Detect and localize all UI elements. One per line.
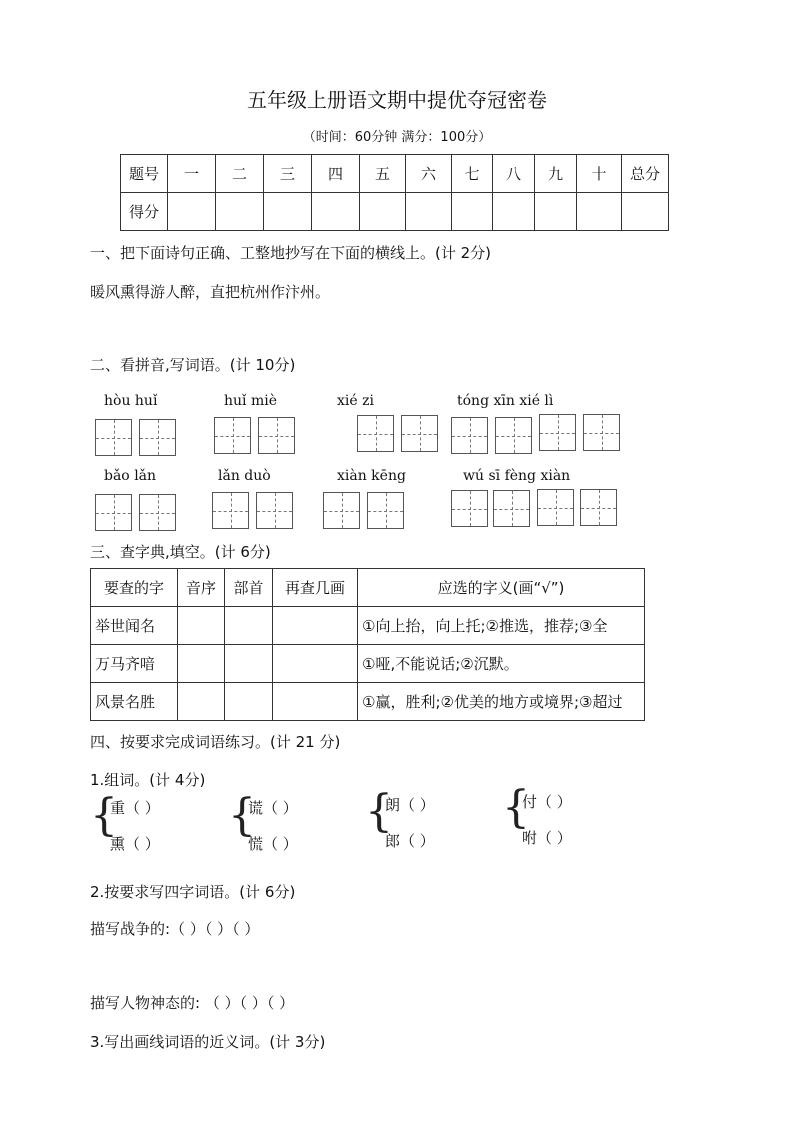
writing-grid-box[interactable] xyxy=(493,490,530,527)
pinyin-houhui: hòu huǐ xyxy=(104,393,158,409)
score-header-cell: 总分 xyxy=(622,155,669,193)
writing-grid-box[interactable] xyxy=(539,414,576,451)
writing-grid-box[interactable] xyxy=(95,419,132,456)
dict-answer-cell[interactable] xyxy=(273,683,358,721)
score-cell[interactable] xyxy=(312,193,360,231)
dict-answer-cell[interactable] xyxy=(178,645,225,683)
score-cell[interactable] xyxy=(264,193,312,231)
group-word: 熏（ ） xyxy=(110,835,160,853)
brace-icon: { xyxy=(365,786,393,837)
score-cell[interactable] xyxy=(452,193,493,231)
writing-grid-box[interactable] xyxy=(580,489,617,526)
writing-grid-box[interactable] xyxy=(212,492,249,529)
score-table xyxy=(120,154,669,231)
q1-heading: 1.组词。(计 4分) xyxy=(90,771,206,789)
score-cell[interactable] xyxy=(493,193,535,231)
pinyin-xiezi: xié zi xyxy=(337,393,374,409)
section4-heading: 四、按要求完成词语练习。(计 21 分) xyxy=(90,733,341,751)
score-header-cell: 题号 xyxy=(121,155,168,193)
dict-meaning: ①哑,不能说话;②沉默。 xyxy=(358,645,645,683)
writing-grid-box[interactable] xyxy=(451,417,488,454)
brace-icon: { xyxy=(90,790,118,841)
score-cell[interactable] xyxy=(168,193,216,231)
dict-header-cell: 再查几画 xyxy=(273,569,358,607)
score-header-cell: 十 xyxy=(577,155,622,193)
writing-grid-box[interactable] xyxy=(367,492,404,529)
group-word: 朗（ ） xyxy=(385,796,435,814)
score-cell[interactable] xyxy=(216,193,264,231)
dict-word: 风景名胜 xyxy=(91,683,178,721)
dict-row xyxy=(91,683,645,721)
score-header-cell: 三 xyxy=(264,155,312,193)
score-header-cell: 五 xyxy=(360,155,406,193)
writing-grid-box[interactable] xyxy=(401,415,438,452)
q2-heading: 2.按要求写四字词语。(计 6分) xyxy=(90,883,296,901)
section1-heading: 一、把下面诗句正确、工整地抄写在下面的横线上。(计 2分) xyxy=(90,244,492,262)
writing-grid-box[interactable] xyxy=(583,414,620,451)
score-header-cell: 二 xyxy=(216,155,264,193)
pinyin-xiankeng: xiàn kēng xyxy=(337,468,406,484)
score-row-label: 得分 xyxy=(121,193,168,231)
q3-heading: 3.写出画线词语的近义词。(计 3分) xyxy=(90,1033,326,1051)
brace-icon: { xyxy=(228,790,256,841)
page-title: 五年级上册语文期中提优夺冠密卷 xyxy=(247,88,547,112)
q2-expression-line: 描写人物神态的: （ ）（ ）（ ） xyxy=(90,994,295,1012)
poem-line: 暖风熏得游人醉，直把杭州作汴州。 xyxy=(90,283,331,301)
score-header-cell: 四 xyxy=(312,155,360,193)
pinyin-lanuo: lǎn duò xyxy=(218,468,271,484)
group-word: 谎（ ） xyxy=(248,799,298,817)
brace-icon: { xyxy=(502,782,530,833)
dict-header-cell: 应选的字义(画“√”) xyxy=(358,569,645,607)
score-cell[interactable] xyxy=(577,193,622,231)
dict-header-cell: 音序 xyxy=(178,569,225,607)
dict-answer-cell[interactable] xyxy=(273,645,358,683)
writing-grid-box[interactable] xyxy=(258,417,295,454)
dict-meaning: ①赢，胜利;②优美的地方或境界;③超过 xyxy=(358,683,645,721)
score-header-cell: 一 xyxy=(168,155,216,193)
dictionary-table xyxy=(90,568,645,721)
section3-heading: 三、查字典,填空。(计 6分) xyxy=(90,543,271,561)
group-word: 咐（ ） xyxy=(522,829,572,847)
score-header-cell: 六 xyxy=(406,155,452,193)
dict-answer-cell[interactable] xyxy=(225,607,273,645)
score-cell[interactable] xyxy=(622,193,669,231)
exam-time-score: （时间：60分钟 满分：100分） xyxy=(302,130,492,145)
q2-war-line: 描写战争的:（ ）（ ）（ ） xyxy=(90,920,260,938)
dict-header-cell: 要查的字 xyxy=(91,569,178,607)
writing-grid-box[interactable] xyxy=(495,417,532,454)
writing-grid-box[interactable] xyxy=(451,490,488,527)
writing-grid-box[interactable] xyxy=(357,415,394,452)
pinyin-baolan: bǎo lǎn xyxy=(104,468,157,484)
group-word: 郎（ ） xyxy=(385,832,435,850)
score-cell[interactable] xyxy=(360,193,406,231)
dict-header-row xyxy=(91,569,645,607)
dict-row xyxy=(91,645,645,683)
group-word: 重（ ） xyxy=(110,799,160,817)
dict-answer-cell[interactable] xyxy=(225,683,273,721)
dict-answer-cell[interactable] xyxy=(178,607,225,645)
pinyin-wusifengxian: wú sī fèng xiàn xyxy=(463,468,571,484)
writing-grid-box[interactable] xyxy=(256,492,293,529)
group-word: 慌（ ） xyxy=(248,835,298,853)
score-header-cell: 九 xyxy=(535,155,577,193)
writing-grid-box[interactable] xyxy=(323,492,360,529)
writing-grid-box[interactable] xyxy=(537,489,574,526)
dict-answer-cell[interactable] xyxy=(273,607,358,645)
score-cell[interactable] xyxy=(535,193,577,231)
dict-answer-cell[interactable] xyxy=(225,645,273,683)
score-header-row xyxy=(121,155,669,193)
pinyin-tongxinxieli: tóng xīn xié lì xyxy=(457,393,554,409)
writing-grid-box[interactable] xyxy=(214,417,251,454)
score-header-cell: 八 xyxy=(493,155,535,193)
dict-row xyxy=(91,607,645,645)
dict-header-cell: 部首 xyxy=(225,569,273,607)
section2-heading: 二、看拼音,写词语。(计 10分) xyxy=(90,356,296,374)
score-cell[interactable] xyxy=(406,193,452,231)
dict-meaning: ①向上抬，向上托;②推选，推荐;③全 xyxy=(358,607,645,645)
score-value-row xyxy=(121,193,669,231)
dict-answer-cell[interactable] xyxy=(178,683,225,721)
pinyin-huimie: huǐ miè xyxy=(224,393,277,409)
writing-grid-box[interactable] xyxy=(139,419,176,456)
score-header-cell: 七 xyxy=(452,155,493,193)
writing-grid-box[interactable] xyxy=(95,494,132,531)
writing-grid-box[interactable] xyxy=(139,494,176,531)
group-word: 付（ ） xyxy=(522,793,572,811)
dict-word: 万马齐喑 xyxy=(91,645,178,683)
dict-word: 举世闻名 xyxy=(91,607,178,645)
